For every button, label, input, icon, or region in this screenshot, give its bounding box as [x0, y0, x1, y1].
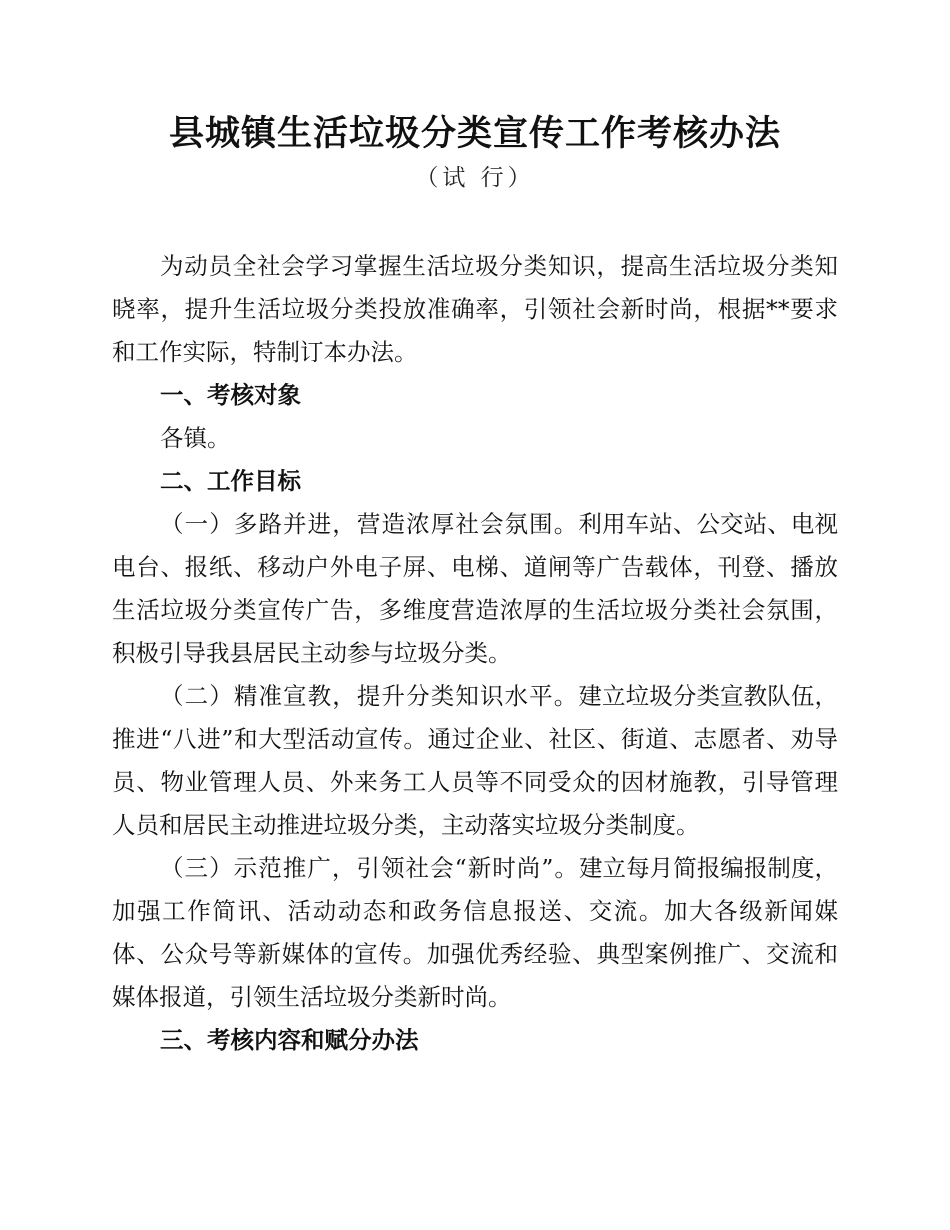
section-2-item-3 [112, 847, 838, 1019]
section-2-item-1 [112, 503, 838, 675]
item-3-lead: （三）示范推广，引领社会“新时尚”。 [160, 854, 579, 882]
item-1-text: 利用车站、公交站、电视电台、报纸、移动户外电子屏、电梯、道闸等广告载体，刊登、播放生活垃圾分类宣传广告，多维度营造浓厚的生活垃圾分类社会氛围，积极引导我县居民主动参与垃圾分类。 [112, 510, 839, 667]
item-2-lead: （二）精准宣教，提升分类知识水平。 [160, 682, 579, 710]
document-subtitle: （试 行） [415, 165, 535, 191]
section-1-text: 各镇。 [160, 424, 231, 452]
document-title: 县城镇生活垃圾分类宣传工作考核办法 [168, 113, 781, 154]
section-3-heading: 三、考核内容和赋分办法 [160, 1026, 419, 1054]
intro-paragraph: 为动员全社会学习掌握生活垃圾分类知识，提高生活垃圾分类知晓率，提升生活垃圾分类投放准确率，引领社会新时尚，根据**要求和工作实际，特制订本办法。 [112, 252, 838, 366]
item-3-text: 建立每月简报编报制度，加强工作简讯、活动动态和政务信息报送、交流。加大各级新闻媒体、公众号等新媒体的宣传。加强优秀经验、典型案例推广、交流和媒体报道，引领生活垃圾分类新时尚。 [112, 854, 839, 1011]
item-2-text: 建立垃圾分类宣教队伍，推进“八进”和大型活动宣传。通过企业、社区、街道、志愿者、劝导员、物业管理人员、外来务工人员等不同受众的因材施教，引导管理人员和居民主动推进垃圾分类，主动落实垃圾分类制度。 [112, 682, 839, 839]
document-body [112, 245, 838, 1062]
section-2-heading: 二、工作目标 [160, 467, 301, 495]
section-1-heading: 一、考核对象 [160, 381, 301, 409]
section-2-item-2 [112, 675, 838, 847]
item-1-lead: （一）多路并进，营造浓厚社会氛围。 [160, 510, 579, 538]
